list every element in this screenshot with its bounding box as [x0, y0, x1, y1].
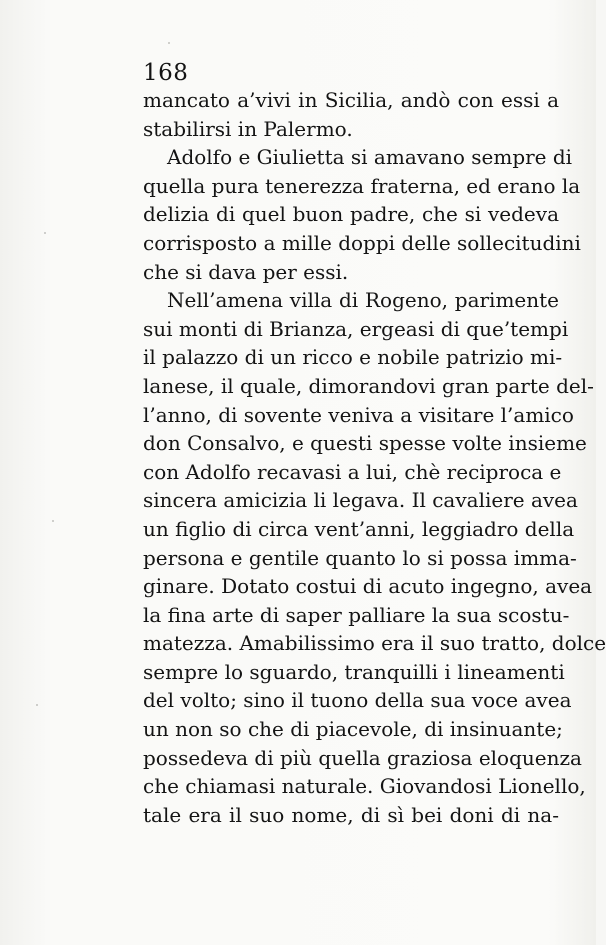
- text-line: sincera amicizia li legava. Il cavaliere avea: [143, 488, 578, 513]
- text-line: don Consalvo, e questi spesse volte insieme: [143, 431, 587, 456]
- paper-speck: [168, 42, 170, 44]
- text-line: un figlio di circa vent’anni, leggiadro della: [143, 516, 575, 541]
- text-line: Nell’amena villa di Rogeno, parimente: [167, 288, 559, 313]
- text-line: la fina arte di saper palliare la sua scostu-: [143, 602, 570, 627]
- text-line: lanese, il quale, dimorandovi gran parte del-: [143, 373, 594, 398]
- text-line: del volto; sino il tuono della sua voce avea: [143, 688, 572, 713]
- text-line: matezza. Amabilissimo era il suo tratto, dolce: [143, 631, 606, 656]
- text-line: un non so che di piacevole, di insinuante;: [143, 717, 563, 742]
- text-line: quella pura tenerezza fraterna, ed erano la: [143, 173, 581, 198]
- text-line: con Adolfo recavasi a lui, chè reciproca e: [143, 459, 562, 484]
- paper-speck: [52, 520, 54, 522]
- text-line: l’anno, di sovente veniva a visitare l’amico: [143, 402, 574, 427]
- text-line: sempre lo sguardo, tranquilli i lineamenti: [143, 659, 565, 684]
- page-number: 168: [143, 60, 189, 86]
- text-line: stabilirsi in Palermo.: [143, 116, 353, 141]
- text-line: sui monti di Brianza, ergeasi di que’tempi: [143, 316, 569, 341]
- text-line: possedeva di più quella graziosa eloquenza: [143, 745, 582, 770]
- text-line: che si dava per essi.: [143, 259, 349, 284]
- paper-speck: [36, 704, 38, 706]
- text-line: corrisposto a mille doppi delle sollecitudini: [143, 230, 581, 255]
- text-line: tale era il suo nome, di sì bei doni di na-: [143, 802, 559, 827]
- body-text: [143, 86, 606, 829]
- text-line: che chiamasi naturale. Giovandosi Lionello,: [143, 774, 586, 799]
- text-line: delizia di quel buon padre, che si vedeva: [143, 202, 559, 227]
- text-line: persona e gentile quanto lo si possa imma-: [143, 545, 577, 570]
- text-line: ginare. Dotato costui di acuto ingegno, avea: [143, 574, 593, 599]
- text-line: Adolfo e Giulietta si amavano sempre di: [167, 145, 573, 170]
- text-line: mancato a’vivi in Sicilia, andò con essi a: [143, 88, 559, 112]
- paper-speck: [44, 232, 46, 234]
- text-line: il palazzo di un ricco e nobile patrizio mi-: [143, 345, 563, 370]
